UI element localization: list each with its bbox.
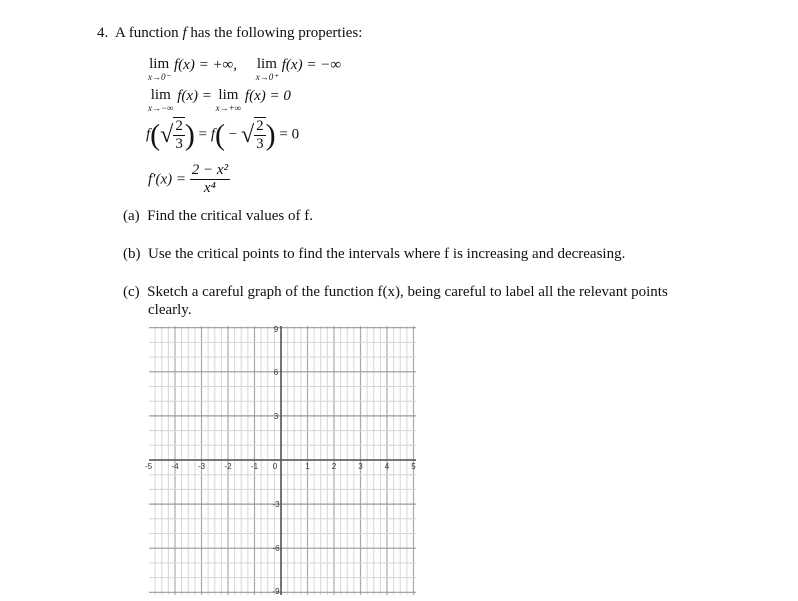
x-tick-label: -5 — [144, 462, 153, 471]
lim-expr: f(x) = +∞, — [174, 57, 238, 73]
lim-op: lim — [218, 87, 239, 103]
minus: − — [228, 126, 238, 143]
problem-heading — [97, 25, 362, 42]
y-tick-label: -3 — [272, 500, 280, 510]
lim-expr: f(x) = −∞ — [281, 57, 342, 73]
equals: = — [198, 126, 208, 143]
part-label: (c) — [123, 284, 140, 300]
part-b — [123, 246, 625, 263]
part-c-continued: clearly. — [148, 302, 192, 318]
part-a — [123, 208, 313, 225]
f-symbol: f — [210, 126, 215, 143]
part-label: (a) — [123, 208, 140, 224]
y-tick-label: -9 — [272, 587, 280, 596]
intro-text: A function — [114, 25, 183, 41]
sqrt-symbol: √ — [240, 121, 255, 148]
x-tick-label: -4 — [171, 462, 179, 471]
x-tick-label: 0 — [272, 462, 278, 471]
zeros-equation: f(√ $\frac{2}{3}$ ) = f( − √ $\frac{2}{3}$ ) = 0 — [146, 118, 300, 153]
intro-text-end: has the following properties: — [186, 25, 363, 41]
y-tick-label: -6 — [272, 544, 280, 554]
derivative-num: 2 − x² — [190, 162, 230, 180]
lim-sub: x→−∞ — [148, 103, 174, 113]
y-tick-label: 3 — [273, 411, 279, 421]
derivative-den: x⁴ — [203, 180, 216, 197]
x-tick-label: 2 — [331, 462, 337, 471]
x-tick-label: -1 — [250, 462, 259, 471]
y-tick-label: 6 — [273, 367, 279, 377]
x-tick-label: 1 — [305, 462, 310, 471]
sqrt-symbol: √ — [160, 121, 174, 148]
limits-row-1 — [148, 57, 341, 82]
derivative-lhs: f′(x) = — [148, 171, 186, 188]
lim-op: lim — [256, 56, 277, 72]
lim-expr: f(x) = 0 — [244, 88, 291, 104]
derivative-equation — [148, 162, 230, 198]
lim-sub: x→0⁻ — [148, 72, 171, 82]
limits-row-2 — [148, 88, 291, 113]
problem-number: 4. — [97, 25, 109, 41]
x-tick-label: -3 — [197, 462, 206, 471]
frac-num: 2 — [173, 118, 185, 136]
part-text: Sketch a careful graph of the function f(x), being careful to label all the relevant points — [147, 284, 668, 300]
frac-den: 3 — [175, 136, 183, 153]
x-tick-label: -2 — [224, 462, 232, 471]
part-c — [123, 284, 668, 301]
lim-sub: x→+∞ — [215, 103, 242, 113]
zeros-result: = 0 — [279, 126, 300, 143]
f-symbol: f — [146, 126, 151, 143]
part-text: Find the critical values of f. — [147, 208, 313, 224]
part-text: Use the critical points to find the intervals where f is increasing and decreasing. — [148, 246, 626, 262]
x-tick-label: 5 — [411, 462, 416, 471]
x-tick-label: 4 — [384, 462, 390, 471]
graph-grid[interactable] — [140, 320, 420, 600]
lim-op: lim — [150, 87, 171, 103]
part-label: (b) — [123, 246, 141, 262]
lim-op: lim — [149, 56, 170, 72]
function-symbol: f — [182, 25, 187, 41]
y-tick-label: 9 — [273, 325, 279, 334]
lim-expr: f(x) = — [177, 88, 212, 104]
frac-den: 3 — [256, 136, 264, 153]
lim-sub: x→0⁺ — [255, 72, 279, 82]
x-tick-label: 3 — [358, 462, 363, 471]
frac-num: 2 — [254, 118, 266, 136]
